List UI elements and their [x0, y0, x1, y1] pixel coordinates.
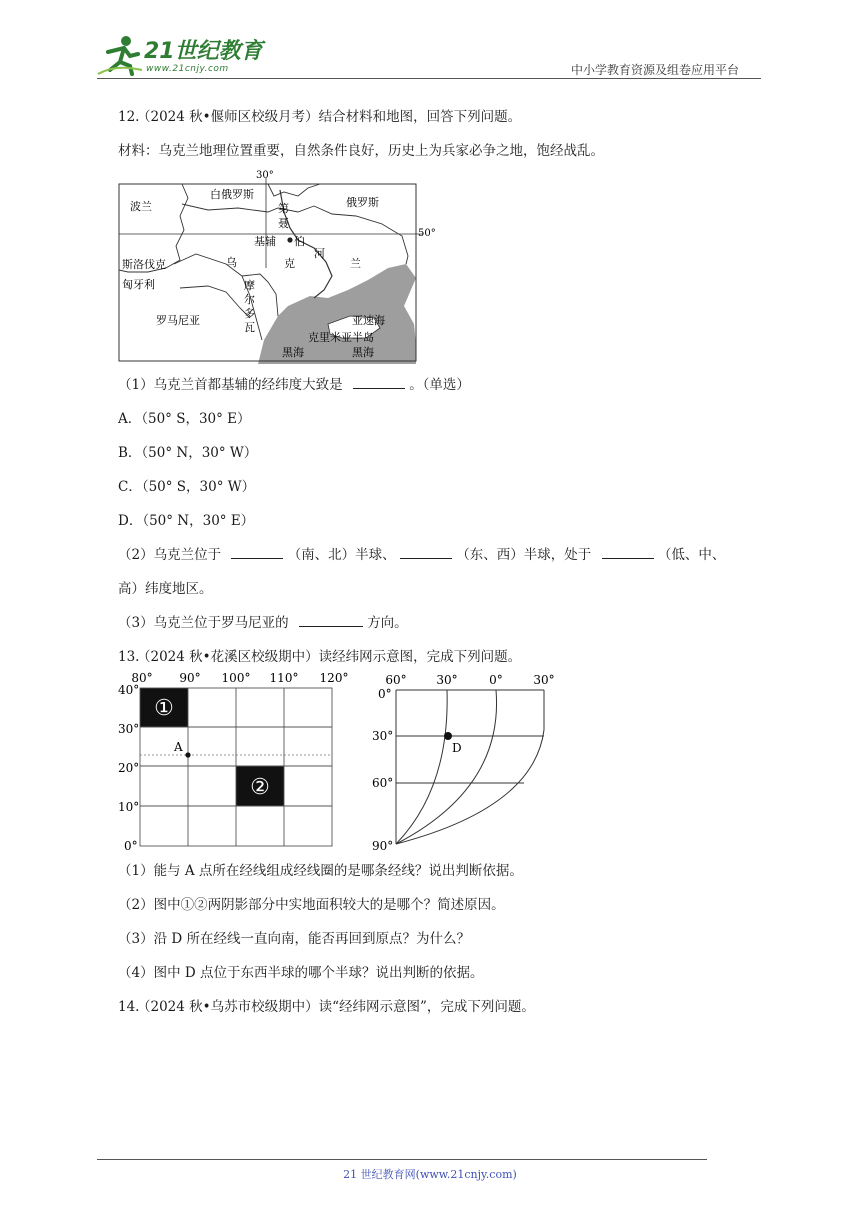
grid-x-tick-80: 80° [131, 671, 153, 685]
map-label-moldova-1: 摩 [244, 279, 255, 292]
polar-y-tick-90: 90° [372, 839, 394, 853]
q13-source: （2024 秋•花溪区校级期中）读经纬网示意图，完成下列问题。 [137, 649, 522, 665]
polar-x-tick-30e: 30° [533, 673, 555, 687]
q12-sub2-blank-2[interactable] [400, 546, 452, 559]
q12-sub1-tail: 。（单选） [409, 377, 470, 393]
q12-option-d[interactable]: D．（50° N，30° E） [118, 513, 255, 529]
polar-y-tick-30: 30° [372, 729, 394, 743]
q12-material: 材料：乌克兰地理位置重要，自然条件良好，历史上为兵家必争之地，饱经战乱。 [118, 143, 604, 159]
q13-sub3: （3）沿 D 所在经线一直向南，能否再回到原点？为什么？ [118, 931, 470, 947]
point-d-label: D [452, 741, 462, 755]
map-label-moldova-3: 多 [244, 307, 255, 320]
q12-sub3-a: （3）乌克兰位于罗马尼亚的 [118, 615, 289, 631]
q12-sub2 [118, 546, 725, 564]
q12-sub3 [118, 614, 408, 632]
polar-grid-diagram [364, 668, 564, 858]
map-label-belarus: 白俄罗斯 [210, 188, 254, 201]
polar-x-tick-0: 0° [489, 673, 503, 687]
header-platform-text: 中小学教育资源及组卷应用平台 [571, 63, 740, 77]
map-label-crimea: 克里米亚半岛 [308, 331, 374, 344]
footer-text[interactable]: 21 世纪教育网(www.21cnjy.com) [343, 1168, 517, 1181]
q12-option-c[interactable]: C．（50° S，30° W） [118, 479, 256, 495]
grid-y-tick-30: 30° [118, 722, 140, 736]
map-label-russia: 俄罗斯 [346, 196, 379, 209]
map-label-river: 河 [314, 247, 325, 260]
footer-divider [97, 1159, 707, 1160]
q12-sub2-blank-3[interactable] [602, 546, 654, 559]
polar-x-tick-60: 60° [385, 673, 407, 687]
q12-sub2-e: 高）纬度地区。 [118, 581, 213, 597]
grid-y-tick-20: 20° [118, 761, 140, 775]
polar-x-tick-30w: 30° [436, 673, 458, 687]
logo-runner-icon [96, 34, 144, 76]
q12-sub2-c: （东、西）半球，处于 [456, 547, 592, 563]
point-a-label: A [174, 740, 183, 754]
q12-sub2-d: （低、中、 [657, 547, 726, 563]
map-label-black-sea-1: 黑海 [282, 346, 304, 359]
map-label-ukraine-1: 乌 [226, 256, 237, 269]
map-label-moldova-2: 尔 [244, 293, 255, 306]
grid-x-tick-90: 90° [179, 671, 201, 685]
map-label-moldova-4: 瓦 [244, 321, 255, 334]
q13-number: 13. [118, 649, 140, 665]
polar-y-tick-60: 60° [372, 776, 394, 790]
q13-sub2-circle-2: ② [194, 897, 208, 913]
grid-x-tick-100: 100° [221, 671, 251, 685]
map-lat-label: 50° [418, 228, 436, 239]
q12-sub3-b: 方向。 [367, 615, 408, 631]
q12-sub1 [118, 376, 470, 394]
q12-sub1-blank[interactable] [353, 376, 405, 389]
shade-1-label: ① [154, 696, 174, 721]
header-divider [97, 78, 761, 79]
grid-y-tick-0: 0° [124, 839, 138, 853]
q13-sub2-b: 两阴影部分中实地面积较大的是哪个？简述原因。 [207, 897, 505, 913]
map-label-black-sea-2: 黑海 [352, 346, 374, 359]
logo-title: 21世纪教育 [144, 39, 263, 64]
map-label-ukraine-2: 克 [284, 257, 295, 270]
q12-sub3-blank[interactable] [299, 614, 363, 627]
map-label-kyiv: 基辅 [254, 235, 276, 248]
map-label-dnieper-3: 伯 [294, 235, 305, 248]
polar-y-tick-0: 0° [378, 687, 392, 701]
q14-source: （2024 秋•乌苏市校级期中）读“经纬网示意图”，完成下列问题。 [137, 999, 535, 1015]
q13-sub2-circle-1: ① [180, 897, 195, 913]
grid-x-tick-110: 110° [269, 671, 299, 685]
q12-source: （2024 秋•偃师区校级月考）结合材料和地图，回答下列问题。 [137, 109, 522, 125]
header [0, 0, 860, 80]
q12-number: 12. [118, 109, 140, 125]
map-label-poland: 波兰 [130, 200, 152, 213]
lat-lon-grid-diagram [110, 668, 360, 858]
logo-url: www.21cnjy.com [146, 64, 229, 74]
q13-sub4: （4）图中 D 点位于东西半球的哪个半球？说出判断的依据。 [118, 965, 484, 981]
map-label-slovakia: 斯洛伐克 [122, 258, 166, 271]
grid-x-tick-120: 120° [319, 671, 349, 685]
q12-option-a[interactable]: A．（50° S，30° E） [118, 411, 251, 427]
grid-y-tick-10: 10° [118, 800, 140, 814]
map-label-dnieper-2: 聂 [278, 217, 289, 230]
q12-sub2-blank-1[interactable] [231, 546, 283, 559]
grid-y-tick-40: 40° [118, 683, 140, 697]
map-label-ukraine-3: 兰 [350, 257, 361, 270]
q13-sub2-a: （2）图中 [118, 897, 181, 913]
map-lon-label: 30° [256, 170, 274, 181]
q12-sub1-text: （1）乌克兰首都基辅的经纬度大致是 [118, 377, 343, 393]
map-label-romania: 罗马尼亚 [156, 314, 200, 327]
map-label-hungary: 匈牙利 [122, 278, 155, 291]
map-label-dnieper-1: 第 [278, 202, 289, 215]
q12-sub2-a: （2）乌克兰位于 [118, 547, 222, 563]
ukraine-map [118, 168, 436, 364]
q13-sub1: （1）能与 A 点所在经线组成经线圈的是哪条经线？说出判断依据。 [118, 863, 523, 879]
map-label-azov: 亚速海 [352, 314, 385, 327]
q14-number: 14. [118, 999, 140, 1015]
shade-2-label: ② [250, 775, 270, 800]
q13-sub2 [118, 896, 505, 914]
q12-sub2-b: （南、北）半球、 [287, 547, 396, 563]
q12-option-b[interactable]: B．（50° N，30° W） [118, 445, 258, 461]
